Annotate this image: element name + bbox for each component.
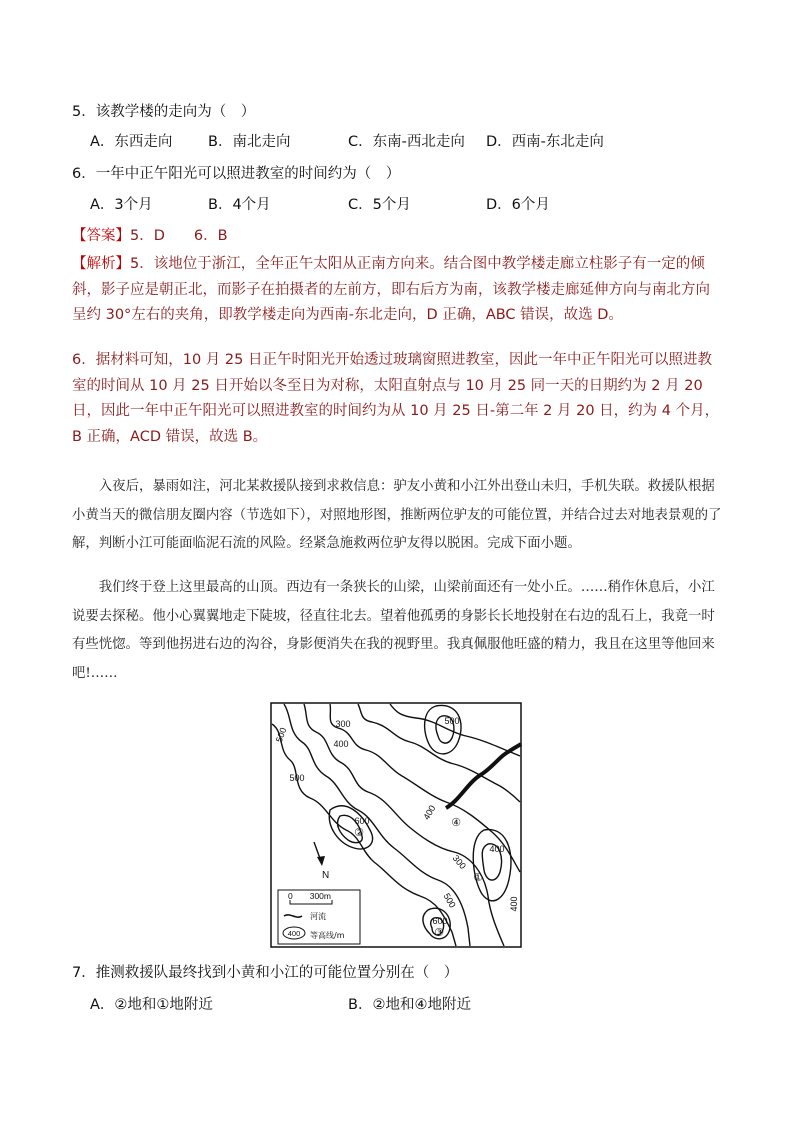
contour-label: 300 — [335, 719, 351, 729]
answer-line — [72, 227, 228, 245]
question-6-stem: 6．一年中正午阳光可以照进教室的时间约为（ ） — [72, 166, 401, 182]
marker-2: ② — [354, 826, 364, 839]
contour-label: 600 — [432, 916, 448, 926]
map-legend — [278, 890, 360, 944]
analysis-label: 【解析】 — [72, 256, 130, 272]
river-legend-label: 河流 — [310, 912, 326, 921]
q5-option-b: B．南北走向 — [208, 134, 291, 150]
contour-label: 400 — [421, 803, 438, 822]
marker-4: ④ — [451, 816, 461, 829]
contour-label: 400 — [489, 844, 505, 854]
contour-label: 500 — [441, 891, 458, 910]
contour-label: 500 — [444, 716, 460, 726]
contour-label: 300 — [450, 853, 468, 872]
scale-label: 0 300m — [288, 891, 331, 901]
marker-3: ③ — [434, 926, 444, 939]
contour-label: 400 — [333, 739, 349, 749]
q7-option-b: B．②地和④地附近 — [348, 997, 471, 1013]
material-intro: 入夜后，暴雨如注，河北某救援队接到求救信息：驴友小黄和小江外出登山未归，手机失联。救援队根据小黄当天的微信朋友圈内容（节选如下），对照地形图，推断两位驴友的可能位置，并结合过去对地表景观的了解，判断小江可能面临泥石流的风险。经紧急施救两位驴友得以脱困。完成下面小题。 — [72, 479, 722, 552]
material-wechat-excerpt: 我们终于登上这里最高的山顶。西边有一条狭长的山梁，山梁前面还有一处小丘。……稍作休息后，小江说要去探秘。他小心翼翼地走下陡坡，径直往北去。望着他孤勇的身影长长地投射在右边的乱石上，我竟一时有些恍惚。等到他拐进右边的沟谷，身影便消失在我的视野里。我真佩服他旺盛的精力，我且在这里等他回来吧!…… — [72, 580, 715, 682]
q6-option-d: D．6个月 — [486, 197, 550, 213]
q5-option-c: C．东南-西北走向 — [348, 134, 465, 150]
topographic-map — [270, 702, 522, 948]
q5-option-d: D．西南-东北走向 — [486, 134, 604, 150]
contour-legend-value: 400 — [287, 929, 301, 938]
q6-option-a: A．3个月 — [90, 197, 153, 213]
contour-label: 500 — [273, 726, 289, 744]
contour-label: 400 — [509, 896, 519, 912]
analysis-paragraph-1 — [72, 252, 724, 329]
answer-label: 【答案】 — [72, 228, 130, 244]
analysis-paragraph-2: 6．据材料可知，10 月 25 日正午时阳光开始透过玻璃窗照进教室，因此一年中正午阳光可以照进教室的时间从 10 月 25 日开始以冬至日为对称，太阳直射点与 10 月 25 同一天的日期约为 2 月 20 日，因此一年中正午阳光可以照进教室的时间约为从 10 月 25 日-第二年 2 月 20 日，约为 4 个月，B 正确，ACD 错误，故选 B。 — [72, 352, 720, 445]
contour-label: 600 — [354, 816, 370, 826]
q7-option-a: A．②地和①地附近 — [90, 997, 213, 1013]
contour-legend-label: 等高线/m — [310, 931, 345, 940]
question-7-stem: 7．推测救援队最终找到小黄和小江的可能位置分别在（ ） — [72, 965, 459, 981]
analysis-text-5: 5．该地位于浙江，全年正午太阳从正南方向来。结合图中教学楼走廊立柱影子有一定的倾斜，影子应是朝正北，而影子在拍摄者的左前方，即右后方为南，该教学楼走廊延伸方向与南北方向呈约 30°左右的夹角，即教学楼走向为西南-东北走向，D 正确，ABC 错误，故选 D。 — [72, 256, 710, 323]
marker-1: ① — [473, 871, 483, 884]
contour-label: 500 — [289, 773, 305, 783]
question-5-stem: 5．该教学楼的走向为（ ） — [72, 104, 256, 120]
q5-option-a: A．东西走向 — [90, 134, 173, 150]
q6-option-b: B．4个月 — [208, 197, 271, 213]
q6-option-c: C．5个月 — [348, 197, 411, 213]
answer-text: 5．D 6．B — [130, 228, 228, 244]
north-label: N — [322, 870, 330, 881]
